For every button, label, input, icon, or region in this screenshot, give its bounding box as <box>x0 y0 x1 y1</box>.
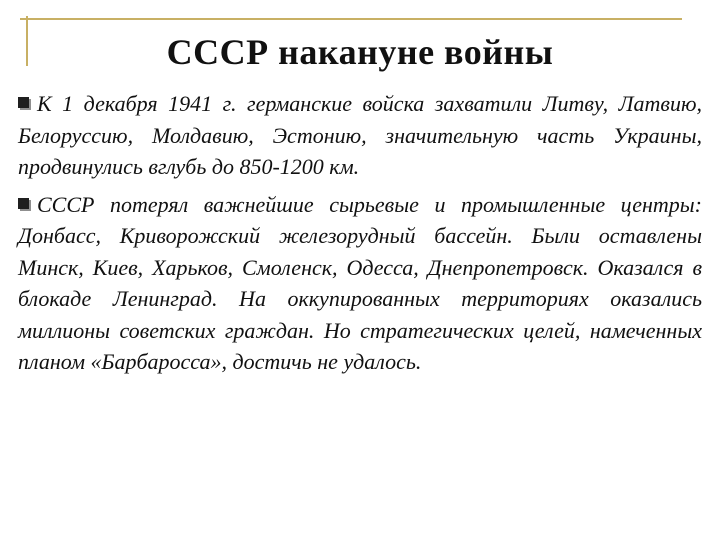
slide-title: СССР накануне войны <box>166 32 554 72</box>
bullet-paragraph-2 <box>18 189 702 378</box>
bullet-text-1: К 1 декабря 1941 г. германские войска захватили Литву, Латвию, Белоруссию, Молдавию, Эстонию, значительную часть Украины, продвинулись вглубь до 850-1200 км. <box>18 91 702 179</box>
bullet-paragraph-1 <box>18 88 702 183</box>
decorative-top-line <box>20 18 682 20</box>
square-bullet-icon <box>18 97 29 108</box>
bullet-text-2: СССР потерял важнейшие сырьевые и промышленные центры: Донбасс, Криворожский железорудный бассейн. Были оставлены Минск, Киев, Харьков, Смоленск, Одесса, Днепропетровск. Оказался в блокаде Ленинград. На оккупированных территориях оказались миллионы советских граждан. Но стратегических целей, намеченных планом «Барбаросса», достичь не удалось. <box>18 191 702 374</box>
square-bullet-icon <box>18 198 29 209</box>
slide-content <box>18 88 702 384</box>
